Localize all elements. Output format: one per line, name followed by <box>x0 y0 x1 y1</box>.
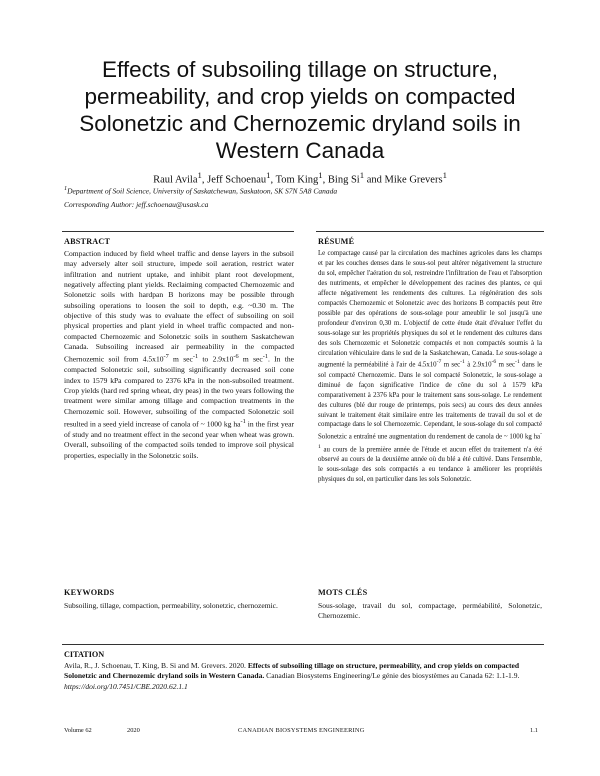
exponent: -1 <box>240 418 246 426</box>
exponent: -1 <box>318 431 542 450</box>
footer-year: 2020 <box>127 727 140 734</box>
author-affil-sup: 1 <box>359 170 365 180</box>
author-affil-sup: 1 <box>318 170 323 180</box>
keywords-heading: KEYWORDS <box>64 588 115 597</box>
citation-title: Effects of subsoiling tillage on structure, permeability, and crop yields on compacted Solonetzic and Chernozemic dryland soils in Western Canada. <box>64 661 520 681</box>
exponent: -7 <box>436 359 442 366</box>
author-name: Raul Avila <box>153 174 198 186</box>
unit: m sec <box>496 361 516 369</box>
author-name: Bing Si <box>327 174 360 186</box>
header-rule-left <box>62 231 294 232</box>
footer-journal: CANADIAN BIOSYSTEMS ENGINEERING <box>238 727 365 734</box>
abstract-part: to 2.9x10 <box>198 354 234 364</box>
exponent: -6 <box>233 353 239 361</box>
abstract-part: . In the compacted Solonetzic soil, subsoiling significantly decreased soil cone index to 1579 kPa compared to 2376 kPa in the non-subsoiled treatment. Crop yields (hard red spring wheat, dry peas) in the two years following the treatment were similar among tillage and compaction treatments in the Chernozemic soil. However, subsoiling of the compacted Solonetzic soil resulted in a seed yield increase of canola of ~ 1000 kg ha <box>64 354 294 429</box>
author-name: Mike Grevers <box>384 174 443 186</box>
unit: m sec <box>168 354 193 364</box>
abstract-text <box>64 249 294 461</box>
mots-cles-heading: MOTS CLÉS <box>318 588 368 597</box>
affiliation-sup: 1 <box>64 185 68 192</box>
exponent: -1 <box>515 359 520 366</box>
resume-heading: RÉSUMÉ <box>318 237 355 246</box>
resume-part: dans le sol compacté Chernozemic. Dans le sol compacté Solonetzic, le sous-solage a diminué de façon significative l'indice de cône du sol à 1579 kPa comparativement à 2376 kPa pour le traitement sans sous-solage. Le rendement des cultures (blé dur rouge de printemps, pois secs) au cours des deux années suivant le traitement était similaire entre les traitements de travail du sol et de compactage dans le sol Chernozemic. Cependant, le sous-solage du sol compacté Solonetzic a entraîné une augmentation du rendement de canola de ~ 1000 kg ha <box>318 361 543 441</box>
exponent: -6 <box>491 359 497 366</box>
author-list: Raul Avila$^1$, Jeff Schoenau$^1$, Tom King$^1$, Bing Si$^1$ and Mike Grevers$^1$ <box>153 170 447 186</box>
header-rule-right <box>316 231 544 232</box>
affiliation-text: Department of Soil Science, University of Saskatchewan, Saskatoon, SK S7N 5A8 Canada <box>67 186 338 196</box>
unit: m sec <box>238 354 263 364</box>
author-affil-sup: 1 <box>197 170 202 180</box>
abstract-part: in the first year of study and no treatment effect in the second year when wheat was grown. Overall, subsoiling of the compacted soils tended to improve soil physical properties, especially in the Solonetzic soils. <box>64 419 294 460</box>
author-name: Tom King <box>275 174 319 186</box>
footer-page: 1.1 <box>530 727 538 734</box>
resume-part: Le compactage causé par la circulation des machines agricoles dans les champs et par les couches denses dans le sous-sol peut altérer négativement la structure du sol, empêcher l'aération du sol, restreindre l'infiltration de l'eau et l'absorption des nutriments, et empêcher le développement des racines des plantes, ce qui affecte négativement les rendements des cultures. La régénération des sols compactés Chernozemic et Solonetzic avec des horizons B compactés peut être possible par des opérations de sous-solage pour ameublir le sol jusqu'à une profondeur d'environ 0,30 m. L'objectif de cette étude était d'évaluer l'effet du sous-solage sur les propriétés physiques du sol et le rendement des cultures dans des sols Chernozemic et Solonetzic compactés et non compactés soumis à la circulation véhiculaire dans le sud de la Saskatchewan, Canada. Le sous-solage a augmenté la perméabilité à l'air de 4.5x10 <box>318 250 542 369</box>
abstract-part: Compaction induced by field wheel traffic and dense layers in the subsoil may adversely alter soil structure, impede soil aeration, restrict water infiltration and nutrient uptake, and inhibit plant root development, negatively affecting plant yields. Reclaiming compacted Chernozemic and Solonetzic soils with hardpan B horizons may be possible through subsoiling operations to loosen the soil to depth, e.g. ~0.30 m. The objective of this study was to evaluate the effect of subsoiling on soil physical properties and plant yield in wheel traffic compacted and non-compacted Chernozemic and Solonetzic soils in southern Saskatchewan Canada. Subsoiling increased air permeability in the compacted Chernozemic soil from 4.5x10 <box>64 249 294 364</box>
author-name: Jeff Schoenau <box>207 174 267 186</box>
exponent: -1 <box>262 353 268 361</box>
resume-text <box>318 249 542 485</box>
resume-part: à 2.9x10 <box>464 361 492 369</box>
resume-part: au cours de la première année de l'étude et aucun effet du traitement n'a été observé au cours de la deuxième année où du blé a été cultivé. Dans l'ensemble, le sous-solage des sols compactés a eu tendance à améliorer les propriétés physiques du sol, en particulier dans les sols Solonetzic. <box>318 445 542 483</box>
corresponding-author: Corresponding Author: jeff.schoenau@usask.ca <box>64 199 209 209</box>
abstract-heading: ABSTRACT <box>64 237 111 246</box>
unit: m sec <box>441 361 461 369</box>
citation-doi-link[interactable]: https://doi.org/10.7451/CBE.2020.62.1.1 <box>64 681 188 691</box>
paper-title: Effects of subsoiling tillage on structure, permeability, and crop yields on compacted Solonetzic and Chernozemic dryland soils in Western Canada <box>79 57 521 163</box>
citation-heading: CITATION <box>64 650 105 659</box>
author-affil-sup: 1 <box>266 170 271 180</box>
citation-text <box>64 661 542 692</box>
author-affil-sup: 1 <box>442 170 447 180</box>
exponent: -1 <box>460 359 465 366</box>
citation-rule <box>62 644 544 645</box>
mots-cles-text: Sous-solage, travail du sol, compactage, perméabilité, Solonetzic, Chernozemic. <box>318 601 542 621</box>
affiliation-block <box>64 182 544 211</box>
footer-volume: Volume 62 <box>64 727 92 734</box>
citation-journal: Canadian Biosystems Engineering/Le génie des biosystèmes au Canada 62: 1.1-1.9. <box>264 671 520 681</box>
exponent: -1 <box>192 353 199 361</box>
citation-authors: Avila, R., J. Schoenau, T. King, B. Si and M. Grevers. 2020. <box>64 661 248 670</box>
exponent: -7 <box>163 353 169 361</box>
keywords-text: Subsoiling, tillage, compaction, permeability, solonetzic, chernozemic. <box>64 601 278 610</box>
